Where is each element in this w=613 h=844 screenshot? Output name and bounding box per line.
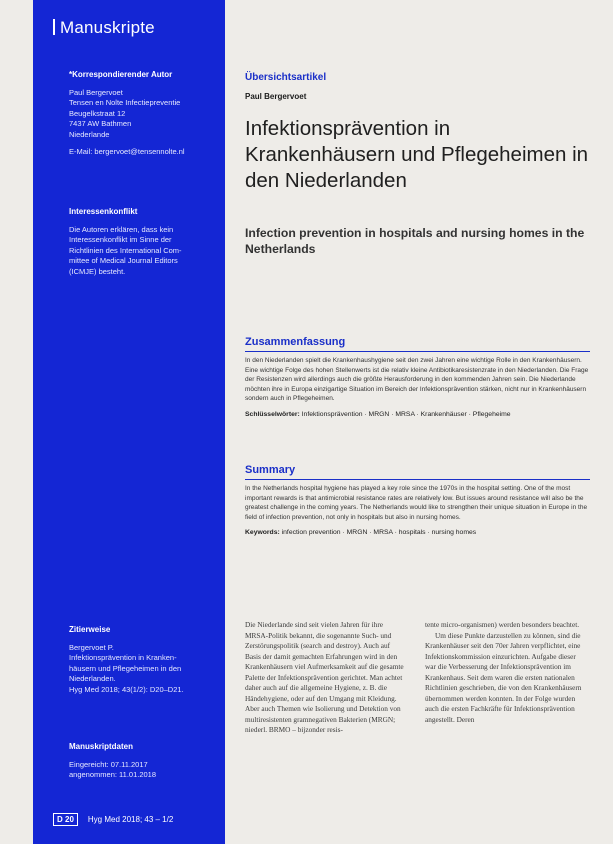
- article-author: Paul Bergervoet: [245, 92, 307, 101]
- body-paragraph: Um diese Punkte darzustellen zu können, sind die Krankenhäuser seit den 70er Jahren verpflichtet, eine Infektionskommission einzurichten. Aufgabe dieser war die Verbesserung der Infektionsprävention im Krankenhaus. Seit dem waren die ersten nationalen Richtlinien geschrieben, die von den Krankenhäusern übernommen werden konnten. In der Folge wurden auch die ersten Fachkräfte für Infektionsprävention angestellt. Deren: [425, 630, 582, 724]
- page-number: D 20: [53, 813, 78, 826]
- section-header-label: Manuskripte: [60, 18, 155, 37]
- zusammenfassung-text: In den Niederlanden spielt die Krankenhaushygiene seit den zwei Jahren eine wichtige Rolle in den Krankenhäusern. Eine wichtige Folge des hohen Stellenwerts ist die relativ kleine Antibiotikaresistenzrate in den Niederlanden. Die Frage der Resistenzen wird allerdings auch die größte Herausforderung in den kommenden Jahren sein. Die Niederlande möchten ihre in Europa einzigartige Situation im Bereich der Infektionsprävention stärken, nicht nur in Krankenhäusern sondern auch in Pflegeheimen.: [245, 357, 589, 403]
- correspondence-title: *Korrespondierender Autor: [69, 70, 173, 79]
- spacer: [69, 140, 221, 147]
- correspondence-line: Paul Bergervoet: [69, 87, 123, 97]
- article-title: Infektionsprävention in Krankenhäusern und Pflegeheimen in den Niederlanden: [245, 117, 589, 192]
- correspondence-line: Beugelkstraat 12: [69, 108, 126, 118]
- conflict-line: Die Autoren erklären, dass kein: [69, 224, 174, 234]
- keywords-en: [245, 529, 590, 536]
- correspondence-line: Tensen en Nolte Infectiepreventie: [69, 98, 181, 107]
- body-column-left: [245, 620, 405, 736]
- citation-title: Zitierweise: [69, 625, 111, 634]
- citation-line: Infektionsprävention in Kranken-: [69, 653, 177, 662]
- zusammenfassung-section: [245, 336, 590, 418]
- body-paragraph: Die Niederlande sind seit vielen Jahren für ihre MRSA-Politik bekannt, die sogenannte Such- und Zerstörungspolitik (search and destroy). Auch auf Basis der damit gemachten Erfahrungen wird in den Krankenhäusern viel Aufmerksamkeit auf die gesamte Palette der Infektionsprävention gerichtet. Man achtet daher auch auf die allgemeine Hygiene, z. B. die Händehygiene, oder auf den Umgang mit Kleidung. Aber auch Themen wie Isolierung und Detektion von multiresistenten gramnegativen Bakterien (MRGN; niederl. BRMO – bijzonder resis-: [245, 620, 404, 734]
- keywords-de: [245, 411, 590, 418]
- body-text: [245, 620, 590, 835]
- header-bar: [53, 19, 55, 35]
- body-column-right: [425, 620, 585, 725]
- conflict-line: Richtlinien des International Com-: [69, 245, 182, 255]
- keywords-en-label: Keywords:: [245, 529, 280, 537]
- correspondence-email: E-Mail: bergervoet@tensennolte.nl: [69, 147, 185, 156]
- manuscript-title: Manuskriptdaten: [69, 742, 134, 751]
- keywords-de-label: Schlüsselwörter:: [245, 410, 300, 418]
- conflict-block: [69, 207, 221, 277]
- summary-section: [245, 464, 590, 536]
- keywords-de-text: Infektionsprävention · MRGN · MRSA · Krankenhäuser · Pflegeheime: [301, 410, 511, 418]
- manuscript-block: [69, 742, 221, 781]
- manuscript-line: Eingereicht: 07.11.2017: [69, 759, 148, 769]
- conflict-line: (ICMJE) besteht.: [69, 266, 126, 276]
- citation-block: [69, 625, 221, 695]
- citation-line: Niederlanden.: [69, 674, 116, 683]
- section-header: [53, 18, 155, 38]
- citation-line: häusern und Pflegeheimen in den: [69, 663, 182, 673]
- sidebar: [33, 0, 225, 844]
- correspondence-block: [69, 70, 221, 158]
- conflict-title: Interessenkonflikt: [69, 207, 138, 216]
- body-paragraph: tente micro-organismen) werden besonders beachtet.: [425, 620, 580, 629]
- correspondence-line: 7437 AW Bathmen: [69, 119, 132, 128]
- conflict-line: mittee of Medical Journal Editors: [69, 256, 178, 265]
- journal-ref: Hyg Med 2018; 43 – 1/2: [87, 815, 174, 824]
- page-footer: [53, 813, 173, 826]
- conflict-line: Interessenkonflikt im Sinne der: [69, 235, 172, 244]
- zusammenfassung-heading: Zusammenfassung: [245, 336, 590, 352]
- correspondence-line: Niederlande: [69, 129, 110, 139]
- summary-heading: Summary: [245, 464, 590, 480]
- citation-line: Bergervoet P.: [69, 642, 114, 652]
- manuscript-line: angenommen: 11.01.2018: [69, 770, 157, 779]
- article-type: Übersichtsartikel: [245, 72, 327, 83]
- keywords-en-text: infection prevention · MRGN · MRSA · hospitals · nursing homes: [281, 529, 477, 537]
- citation-line: Hyg Med 2018; 43(1/2): D20–D21.: [69, 684, 184, 694]
- summary-text: In the Netherlands hospital hygiene has played a key role since the 1970s in the hospital setting. One of the most important rewards is that antimicrobial resistance rates are relatively low. But issues around resistance will also be the greatest challenge in the coming years. The Netherlands would like to strengthen their unique situation in Europe in the field of infection prevention, not only in hospitals but also in nursing homes.: [245, 485, 588, 521]
- article-subtitle: Infection prevention in hospitals and nursing homes in the Netherlands: [245, 226, 585, 256]
